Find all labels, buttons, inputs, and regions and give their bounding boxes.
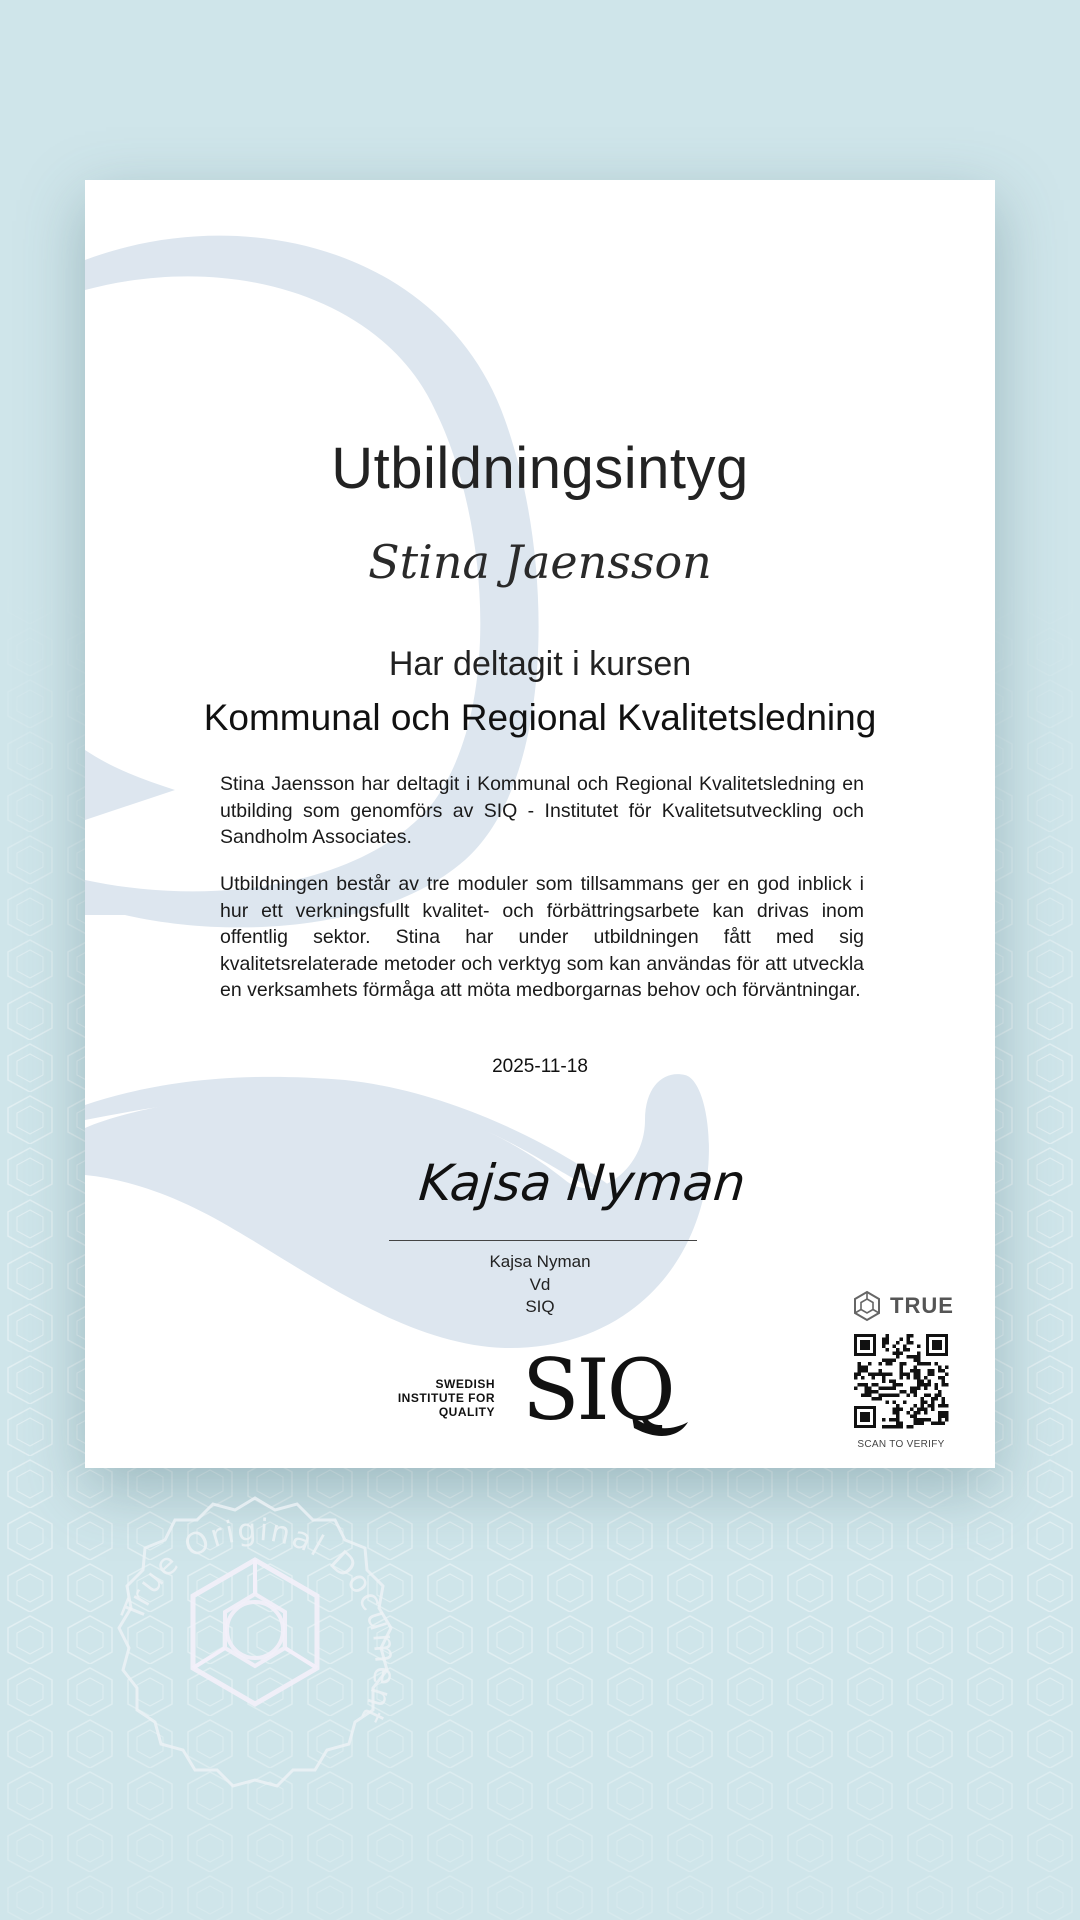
true-brand-label: TRUE <box>890 1293 954 1318</box>
qr-code-icon[interactable] <box>852 1332 950 1430</box>
course-name: Kommunal och Regional Kvalitetsledning <box>203 697 877 738</box>
siq-logo-mark: SIQ <box>522 1341 673 1439</box>
handwritten-signature <box>415 1140 748 1220</box>
issue-date: 2025-11-18 <box>492 1056 588 1077</box>
signer-org: SIQ <box>525 1297 555 1316</box>
logo-line-3: QUALITY <box>438 1405 495 1419</box>
signature-text: Kajsa Nyman <box>416 1154 748 1212</box>
signer-name: Kajsa Nyman <box>489 1252 591 1271</box>
signer-role: Vd <box>529 1275 551 1294</box>
description-paragraph-1: Stina Jaensson har deltagit i Kommunal och Regional Kvalitetsledning en utbilding som genomförs av SIQ - Institutet för Kvalitetsutveckling och Sandholm Associates. <box>220 773 864 848</box>
siq-logo-text <box>395 1377 495 1419</box>
certificate-paper <box>85 180 995 1468</box>
description-paragraph-2: Utbildningen består av tre moduler som tillsammans ger en god inblick i hur ett verkningsfullt kvalitet- och förbättringsarbete kan drivas inom offentlig sektor. Stina har under utbildningen fått med sig kvalitetsrelaterade metoder och verktyg som kan användas för att utveckla en verksamhets förmåga att möta medborgarnas behov och förväntningar. <box>220 873 864 1001</box>
true-logo-icon <box>852 1290 882 1322</box>
scan-to-verify-label: SCAN TO VERIFY <box>857 1439 945 1450</box>
true-original-seal-icon <box>85 1490 425 1830</box>
logo-line-1: SWEDISH <box>435 1377 495 1391</box>
participation-text: Har deltagit i kursen <box>388 645 692 683</box>
signature-line <box>389 1240 697 1241</box>
logo-line-2: INSTITUTE FOR <box>397 1391 495 1405</box>
recipient-name: Stina Jaensson <box>368 535 712 589</box>
siq-logo-tail-icon <box>630 1408 690 1448</box>
seal-text: True Original Document <box>115 1512 403 1730</box>
certificate-title: Utbildningsintyg <box>331 436 749 501</box>
